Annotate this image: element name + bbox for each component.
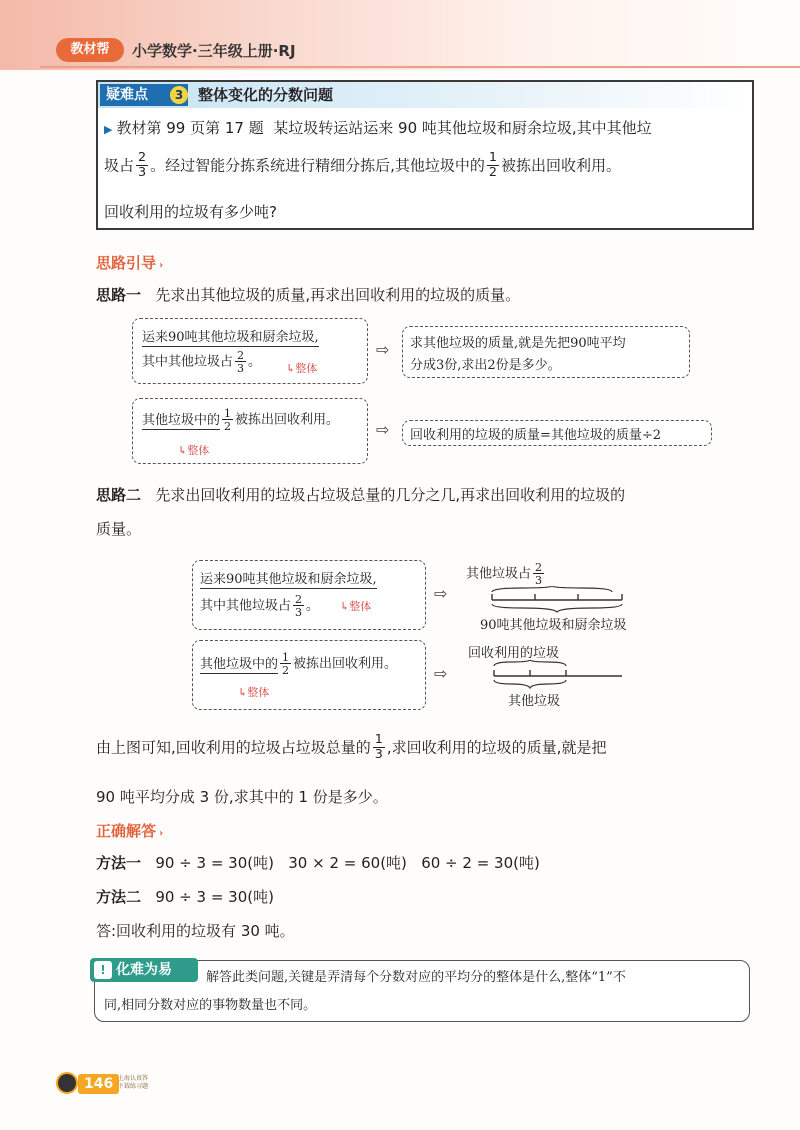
diagram1-top-text: 其他垃圾占 — [466, 566, 532, 582]
fraction-two-thirds — [235, 350, 246, 374]
idea2-line — [96, 484, 625, 506]
book-title: 小学数学·三年级上册·RJ — [132, 42, 296, 60]
idea1-box1-line2: 其中其他垃圾占 $\frac{2}{3}$ 。 — [142, 349, 262, 376]
mascot-icon — [56, 1072, 78, 1094]
problem-source: 教材第 99 页第 17 题 — [116, 119, 264, 137]
fraction-two-thirds — [293, 594, 304, 618]
method1-label: 方法一 — [96, 854, 142, 872]
page-number: 146 — [78, 1074, 119, 1094]
idea1-box2-line2: 分成3份,求出2份是多少。 — [410, 358, 561, 373]
fraction-two-thirds — [533, 562, 544, 586]
fraction-denominator: 2 — [224, 420, 232, 434]
bulb-icon: ! — [94, 961, 112, 979]
idea2-box1-text: 运来90吨其他垃圾和厨余垃圾, — [200, 572, 377, 587]
chevron-right-icon: › — [159, 260, 164, 271]
diagram1-top-brace — [492, 586, 612, 592]
arrow-right-icon: ⇨ — [376, 340, 390, 359]
fraction-two-thirds — [136, 152, 148, 180]
guide-title-text: 思路引导 — [96, 254, 157, 272]
idea2-box2-text-a: 其他垃圾中的 — [200, 656, 279, 672]
problem-line-3: 回收利用的垃圾有多少吨? — [104, 203, 277, 221]
fraction-numerator: 1 — [282, 651, 290, 664]
idea1-box1-note: ↳整体 — [286, 362, 318, 375]
problem-title: 整体变化的分数问题 — [198, 86, 334, 104]
footer-small-1: 上海认真答 — [118, 1075, 149, 1082]
problem-text-2c: 被拣出回收利用。 — [501, 156, 622, 175]
diagram1-segment-bar — [488, 586, 628, 614]
conclusion-line-2: 90 吨平均分成 3 份,求其中的 1 份是多少。 — [96, 788, 388, 806]
idea2-box1-line2: 其中其他垃圾占 $\frac{2}{3}$ 。 — [200, 593, 320, 620]
idea2-box2-line — [200, 652, 397, 676]
idea1-box3-line — [142, 408, 339, 432]
idea2-box2-text-b: 被拣出回收利用。 — [293, 656, 398, 672]
conclusion-text-a: 由上图可知,回收利用的垃圾占垃圾总量的 — [96, 738, 371, 757]
triangle-marker-icon: ▶ — [104, 123, 113, 136]
conclusion-text-b: ,求回收利用的垃圾的质量,就是把 — [386, 738, 607, 757]
idea2-label: 思路二 — [96, 486, 142, 504]
idea2-box2-note: ↳整体 — [238, 686, 270, 699]
problem-text-1: 某垃圾转运站运来 90 吨其他垃圾和厨余垃圾,其中其他垃 — [273, 119, 652, 137]
fraction-denominator: 3 — [535, 574, 543, 588]
diagram2-segment-bar — [488, 660, 628, 690]
idea2-box1-note: ↳整体 — [340, 600, 372, 613]
idea1-text: 先求出其他垃圾的质量,再求出回收利用的垃圾的质量。 — [155, 286, 521, 304]
diagram1-bottom-brace — [492, 604, 622, 612]
fraction-numerator: 2 — [237, 349, 245, 362]
diagram1-top-label — [466, 562, 546, 586]
idea1-box1-text: 运来90吨其他垃圾和厨余垃圾, — [142, 330, 319, 345]
diagram1-bottom-label: 90吨其他垃圾和厨余垃圾 — [480, 618, 627, 633]
idea2-line-2: 质量。 — [96, 520, 142, 538]
fraction-denominator: 3 — [295, 606, 303, 620]
note-whole: 整体 — [187, 444, 210, 457]
header-bar — [0, 0, 800, 70]
arrow-right-icon: ⇨ — [434, 584, 448, 603]
idea2-text-1: 先求出回收利用的垃圾占垃圾总量的几分之几,再求出回收利用的垃圾的 — [155, 486, 626, 504]
problem-line-1 — [104, 118, 652, 140]
fraction-numerator: 1 — [374, 732, 383, 747]
fraction-half — [222, 408, 233, 432]
idea2-box1-text2: 其中其他垃圾占 — [200, 598, 292, 614]
diagram2-bottom-label: 其他垃圾 — [508, 694, 561, 709]
problem-text-2b: 。经过智能分拣系统进行精细分拣后,其他垃圾中的 — [150, 156, 485, 175]
answer-title-text: 正确解答 — [96, 822, 157, 840]
problem-header-band — [98, 82, 752, 108]
tip-label: 化难为易 — [116, 962, 172, 978]
diagram2-top-brace — [494, 660, 566, 666]
idea1-box1-line1 — [142, 326, 319, 345]
difficulty-tag-label: 疑难点 — [106, 87, 148, 103]
idea1-box3-text-a: 其他垃圾中的 — [142, 412, 221, 428]
final-answer: 答:回收利用的垃圾有 30 吨。 — [96, 922, 295, 940]
idea1-box3-text-b: 被拣出回收利用。 — [235, 412, 340, 428]
tip-line-2: 同,相同分数对应的事物数量也不同。 — [104, 998, 317, 1013]
diagram2-bottom-brace — [494, 680, 566, 688]
header-divider — [40, 66, 800, 68]
idea1-box2-line1: 求其他垃圾的质量,就是先把90吨平均 — [410, 336, 626, 351]
fraction-numerator: 2 — [138, 150, 147, 165]
guide-section-title — [96, 252, 163, 273]
fraction-half — [487, 152, 499, 180]
fraction-half — [280, 652, 291, 676]
method2-label: 方法二 — [96, 888, 142, 906]
method2-text: 90 ÷ 3 = 30(吨) — [155, 888, 274, 906]
idea1-box1-text2: 其中其他垃圾占 — [142, 354, 234, 370]
fraction-one-third — [373, 734, 385, 762]
footer-small-2: 下载练习题 — [118, 1083, 149, 1090]
method2-line — [96, 886, 274, 908]
fraction-denominator: 3 — [237, 362, 245, 376]
fraction-denominator: 2 — [282, 664, 290, 678]
method1-text: 90 ÷ 3 = 30(吨) 30 × 2 = 60(吨) 60 ÷ 2 = 30(吨) — [155, 854, 540, 872]
problem-text-2a: 圾占 — [104, 156, 135, 175]
idea1-label: 思路一 — [96, 286, 142, 304]
idea1-box3-note: ↳整体 — [178, 444, 210, 457]
diagram2-top-label: 回收利用的垃圾 — [468, 646, 560, 661]
footer-small-text — [118, 1075, 148, 1091]
fraction-numerator: 2 — [295, 593, 303, 606]
problem-line-2 — [104, 152, 621, 180]
brand-badge: 教材帮 — [56, 38, 124, 62]
note-whole: 整体 — [295, 362, 318, 375]
fraction-denominator: 3 — [374, 746, 383, 762]
fraction-numerator: 2 — [535, 561, 543, 574]
arrow-right-icon: ⇨ — [434, 664, 448, 683]
arrow-right-icon: ⇨ — [376, 420, 390, 439]
idea1-line — [96, 284, 520, 306]
fraction-numerator: 1 — [488, 150, 498, 165]
conclusion-line-1 — [96, 734, 606, 762]
fraction-denominator: 2 — [488, 164, 498, 180]
chevron-right-icon: › — [159, 828, 164, 839]
note-whole: 整体 — [349, 600, 372, 613]
fraction-denominator: 3 — [138, 164, 147, 180]
idea1-box4-text: 回收利用的垃圾的质量=其他垃圾的质量÷2 — [410, 428, 662, 443]
idea2-box1-line1 — [200, 568, 377, 587]
note-whole: 整体 — [247, 686, 270, 699]
difficulty-number-badge: 3 — [170, 86, 188, 104]
method1-line — [96, 852, 540, 874]
answer-section-title — [96, 820, 163, 841]
fraction-numerator: 1 — [224, 407, 232, 420]
tip-line-1: 解答此类问题,关键是弄清每个分数对应的平均分的整体是什么,整体“1”不 — [206, 970, 626, 985]
